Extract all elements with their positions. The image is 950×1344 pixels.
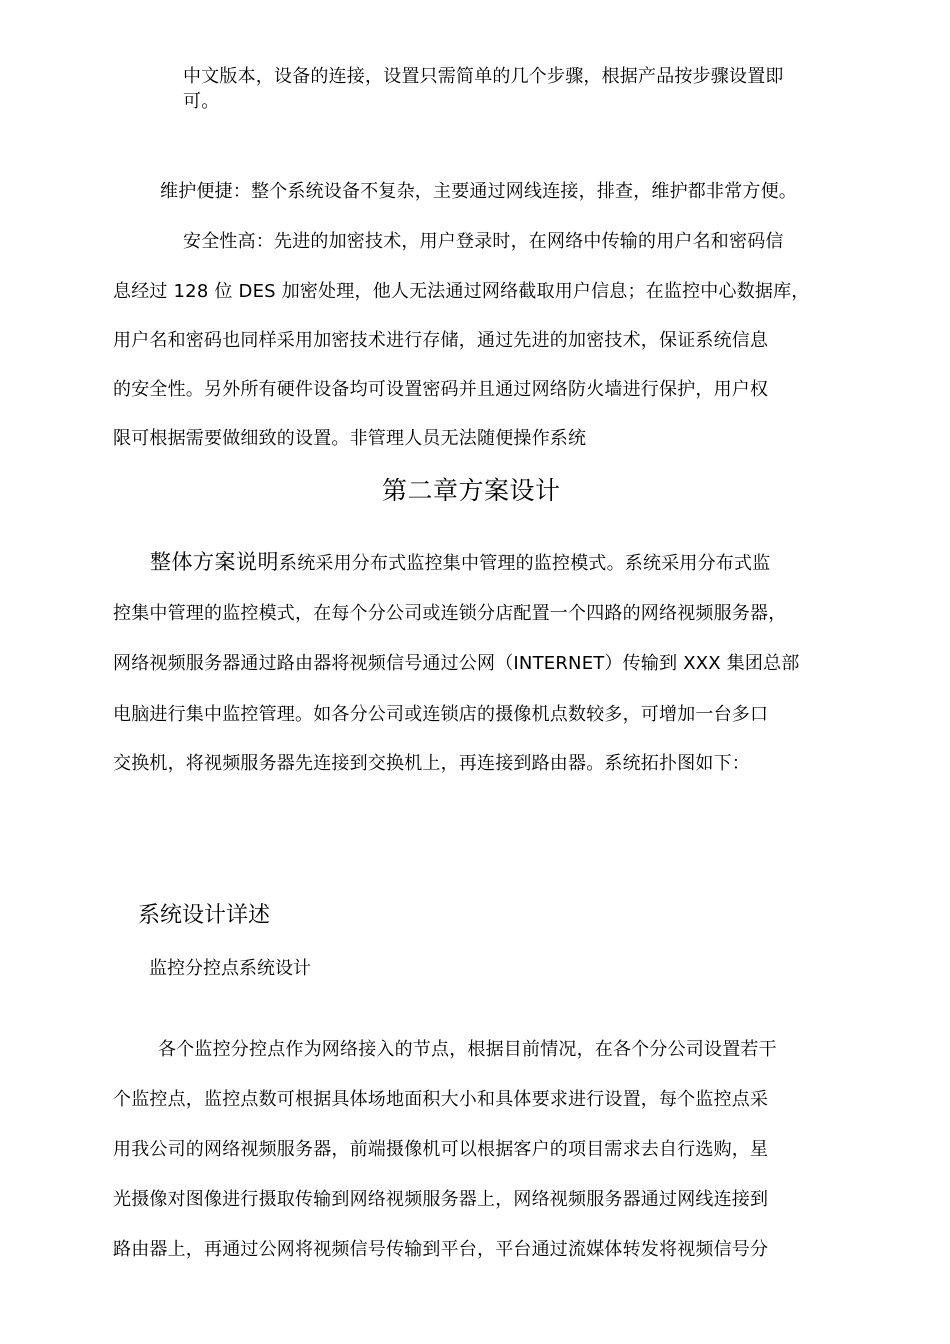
security-line-1: 安全性高：先进的加密技术，用户登录时，在网络中传输的用户名和密码信 [183,231,784,252]
intro-line-1: 中文版本，设备的连接，设置只需简单的几个步骤，根据产品按步骤设置即 [183,66,784,87]
security-line-2: 息经过 128 位 DES 加密处理，他人无法通过网络截取用户信息；在监控中心数据库， [113,281,810,302]
overview-heading: 整体方案说明 [150,550,279,574]
overview-line-4: 电脑进行集中监控管理。如各分公司或连锁店的摄像机点数较多，可增加一台多口 [113,704,769,725]
overview-line-1 [150,549,770,577]
security-line-3: 用户名和密码也同样采用加密技术进行存储，通过先进的加密技术，保证系统信息 [113,330,769,351]
design-line-2: 个监控点，监控点数可根据具体场地面积大小和具体要求进行设置，每个监控点采 [113,1089,769,1110]
subsection-heading-monitoring-design: 监控分控点系统设计 [149,958,311,979]
overview-line-2: 控集中管理的监控模式，在每个分公司或连锁分店配置一个四路的网络视频服务器， [113,603,787,624]
design-line-1: 各个监控分控点作为网络接入的节点，根据目前情况，在各个分公司设置若干 [158,1039,777,1060]
overview-line-1-text: 系统采用分布式监控集中管理的监控模式。系统采用分布式监 [279,553,771,574]
security-line-4: 的安全性。另外所有硬件设备均可设置密码并且通过网络防火墙进行保护，用户权 [113,379,769,400]
design-line-5: 路由器上，再通过公网将视频信号传输到平台，平台通过流媒体转发将视频信号分 [113,1239,769,1260]
design-line-4: 光摄像对图像进行摄取传输到网络视频服务器上，网络视频服务器通过网线连接到 [113,1189,769,1210]
security-line-5: 限可根据需要做细致的设置。非管理人员无法随便操作系统 [113,428,587,449]
intro-line-2: 可。 [183,91,220,112]
overview-line-3: 网络视频服务器通过路由器将视频信号通过公网（INTERNET）传输到 XXX 集团总部 [113,653,800,674]
overview-line-5: 交换机，将视频服务器先连接到交换机上，再连接到路由器。系统拓扑图如下： [113,753,750,774]
maintenance-line-1: 维护便捷：整个系统设备不复杂，主要通过网线连接，排查，维护都非常方便。 [160,181,797,202]
section-heading-design-detail: 系统设计详述 [138,903,271,928]
design-line-3: 用我公司的网络视频服务器，前端摄像机可以根据客户的项目需求去自行选购，星 [113,1139,769,1160]
chapter-title: 第二章方案设计 [382,476,561,505]
